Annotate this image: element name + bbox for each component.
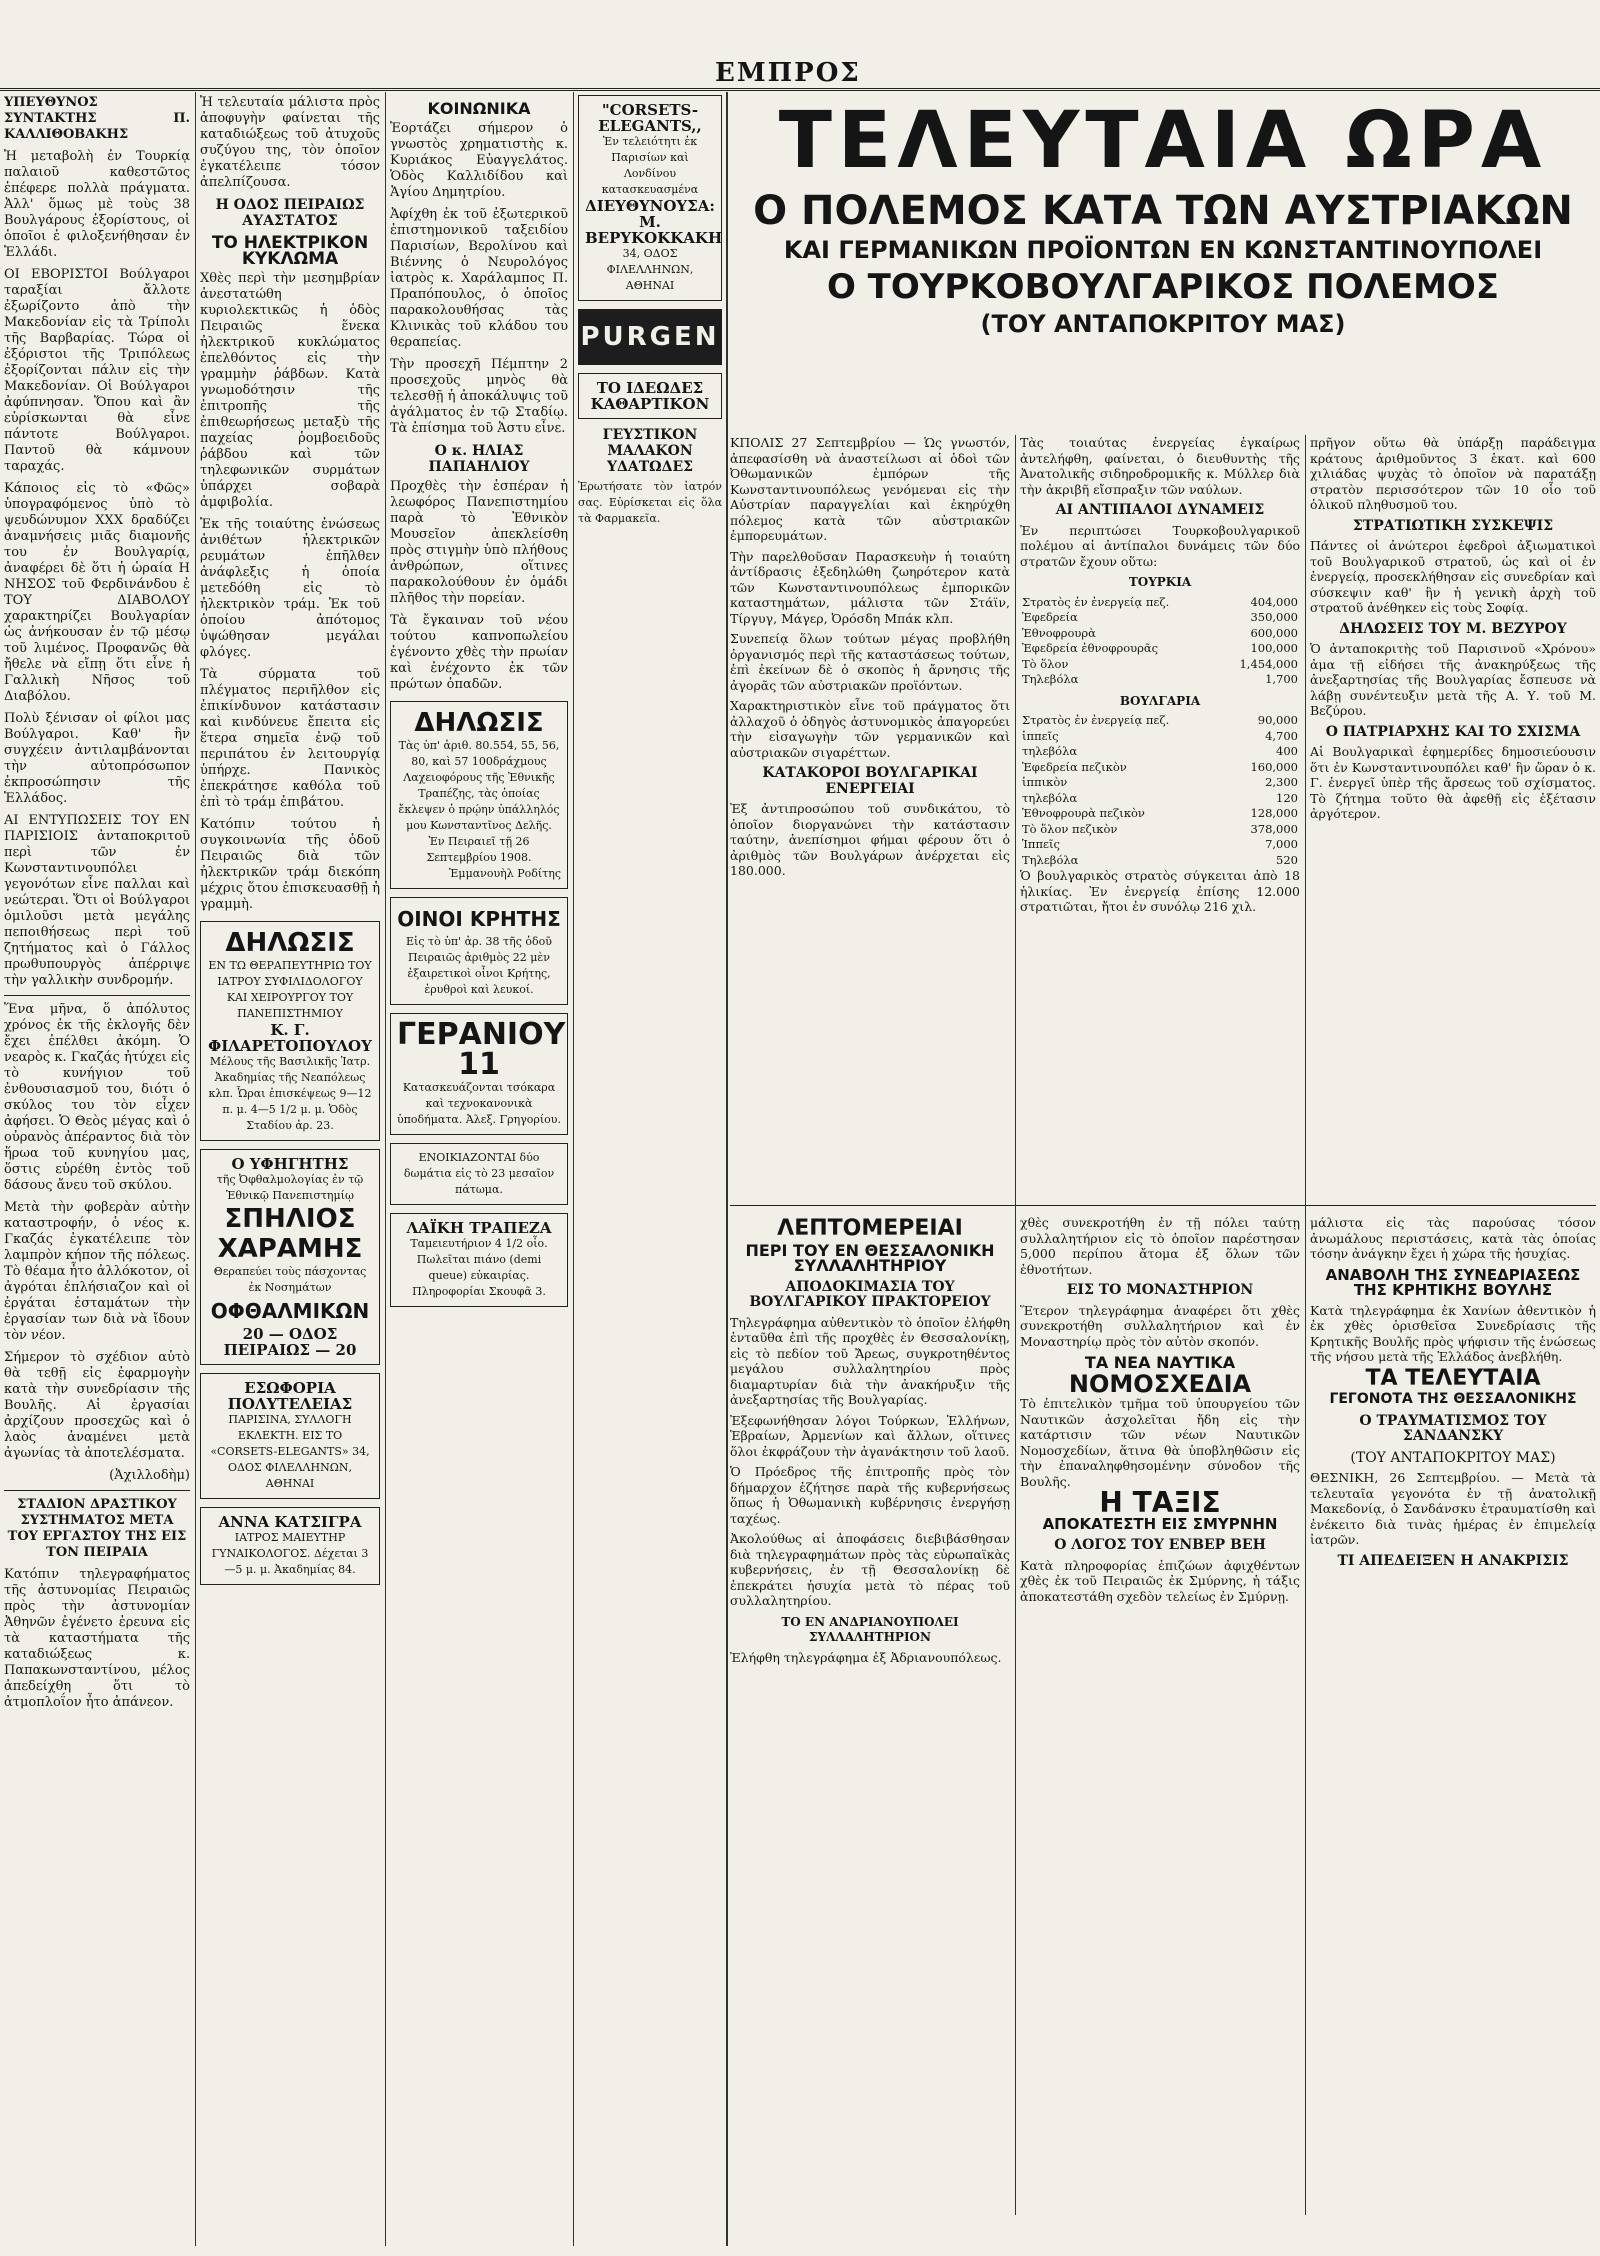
lower-column-a — [730, 1215, 1010, 2215]
column-2 — [200, 95, 380, 2244]
ad-title: ΔΗΛΩΣΙΣ — [225, 928, 355, 958]
column-rule — [385, 92, 386, 2246]
purgen-logo: PURGEN — [578, 309, 722, 365]
table-row — [1020, 713, 1300, 729]
paragraph: ΟΙ ΕΒΟΡΙΣΤΟΙ Βούλγαροι ταραξίαι ἄλλοτε ἐξωρίζοντο ἀπὸ τὴν Μακεδονίαν εἰς τὰ Τρίπολι τῆς Βαρβαρίας. Τώρα οἱ ἐξόριστοι τῆς Τριπόλεως ἐξορίζονται πάλιν εἰς τὴν Μακεδονίαν. Οἱ Βούλγαροι ἀφύπνησαν. Ὅπου καὶ ἂν εὑρίσκωνται θὰ εἶνε πάντοτε Βούλγαροι. Παντοῦ θὰ κάμνουν ταραχάς. — [4, 267, 190, 474]
paragraph: Ἀφίχθη ἐκ τοῦ ἐξωτερικοῦ ἐπιστημονικοῦ ταξειδίου Παρισίων, Βερολίνου καὶ Βιέννης ὁ Νευρολόγος ἰατρὸς κ. Χαράλαμπος Π. Πραπόπουλος, ὁ ὁποῖος παρακολουθήσας τὰς Κλινικὰς τοῦ κλάδου του θεραπείας. — [390, 207, 568, 350]
news-column-a — [730, 435, 1010, 1195]
paragraph: Ἡ τελευταία μάλιστα πρὸς ἀποφυγὴν φαίνεται τῆς καταδιώξεως τοῦ ἀτυχοῦς συζύγου της, τὸν ὁποῖον ἐγκατέλειπε τόσον ἀπελπίζουσα. — [200, 95, 380, 190]
paragraph: Τὴν προσεχῆ Πέμπτην 2 προσεχοῦς μηνὸς θὰ τελεσθῇ ἡ ἀποκάλυψις τοῦ ἀγάλματος ἐν τῷ Σταδίῳ. Τὰ ἐπίσημα τοῦ Ἀστυ εἶνε. — [390, 357, 568, 436]
section-heading: (ΤΟΥ ΑΝΤΑΠΟΚΡΙΤΟΥ ΜΑΣ) — [1350, 1449, 1556, 1466]
table-label: Τηλεβόλα — [1022, 852, 1079, 867]
paragraph: Σήμερον τὸ σχέδιον αὐτὸ θὰ τεθῇ εἰς ἐφαρμογὴν κατὰ τὴν συνεδρίασιν τῆς Βουλῆς. Αἱ ἐργασίαι ἀρχίζουν προσεχῶς καὶ ὁ λαὸς ἀναμένει μετὰ ἀγωνίας τὰ ἀποτελέσματα. — [4, 1350, 190, 1461]
ad-subtitle: ΕΝ ΤΩ ΘΕΡΑΠΕΥΤΗΡΙΩ ΤΟΥ ΙΑΤΡΟΥ ΣΥΦΙΛΙΔΟΛΟΓΟΥ ΚΑΙ ΧΕΙΡΟΥΡΓΟΥ ΤΟΥ ΠΑΝΕΠΙΣΤΗΜΙΟΥ — [208, 959, 372, 1020]
table-row — [1020, 775, 1300, 791]
section-heading: ΚΑΤΑΚΟΡΟΙ ΒΟΥΛΓΑΡΙΚΑΙ ΕΝΕΡΓΕΙΑΙ — [762, 765, 978, 797]
paragraph: Κατόπιν τηλεγραφήματος τῆς ἀστυνομίας Πειραιῶς πρὸς τὴν ἀστυνομίαν Ἀθηνῶν ἐγένετο ἐρευνα εἰς τὰ καταστήματα τῆς καταδιώξεως κ. Παπακωνσταντίνου, μέλος ἀπεδείχθη ὅτι τὸ ἀτμοπλοΐον ἦτο ἀπάνεον. — [4, 1567, 190, 1710]
ad-title: ΤΟ ΙΔΕΩΔΕΣ ΚΑΘΑΡΤΙΚΟΝ — [590, 379, 710, 413]
paragraph: Ἀκολούθως αἱ ἀποφάσεις διεβιβάσθησαν διὰ τηλεγραφημάτων πρὸς τὰς εὐρωπαϊκὰς κυβερνήσεις, ἐν τῇ Θεσσαλονίκῃ δὲ ἐπεκράτει ἡσυχία μετὰ τὸ πέρας τοῦ συλλαλητηρίου. — [730, 1531, 1010, 1608]
column-3 — [390, 95, 568, 2244]
section-heading: ΤΑ ΤΕΛΕΥΤΑΙΑ — [1365, 1365, 1541, 1391]
ad-title: ΛΑΪΚΗ ΤΡΑΠΕΖΑ — [406, 1219, 552, 1237]
section-heading: ΤΑ ΝΕΑ ΝΑΥΤΙΚΑ — [1084, 1353, 1236, 1372]
column-4 — [578, 95, 722, 2244]
paragraph: Αἱ Βουλγαρικαὶ ἐφημερίδες δημοσιεύουσιν ὅτι ἐν Κωνσταντινουπόλει καθ' ἣν ὥραν ὁ κ. Γ. ἐνεργεῖ ὑπὲρ τῆς ἄρσεως τοῦ σχίσματος. Τὸ ζήτημα τοῦτο θὰ ἀφεθῇ εἰς ἐξέτασιν ἀργότερον. — [1310, 744, 1596, 821]
table-row — [1020, 641, 1300, 657]
table-label: Ἐφεδρεία — [1022, 610, 1078, 624]
paragraph: Μετὰ τὴν φοβερὰν αὐτὴν καταστροφήν, ὁ νέος κ. Γκαζάς ἐγκατέλειπε τὸν λαμπρὸν κήπον τῆς πόλεως. Τὸ θέαμα ἦτο ἀλλόκοτον, οἱ ἀγρόται ἐπλήσιαζον καὶ οἱ ἐργάται ἐσταμάτων τὴν ἐργασίαν των διὰ νὰ ἴδουν τὸν νέον. — [4, 1200, 190, 1343]
table-title: ΤΟΥΡΚΙΑ — [1128, 575, 1192, 589]
table-label: τηλεβόλα — [1022, 790, 1078, 805]
ad-body: Τὰς ὑπ' ἀριθ. 80.554, 55, 56, 80, καὶ 57 100δράχμους Λαχειοφόρους τῆς Ἐθνικῆς Τραπέζης, τὰς ὁποίας ἔκλεψεν ὁ πρῴην ὑπάλληλός μου Κωνσταντῖνος Δελῆς. — [398, 739, 560, 832]
table-label: Στρατὸς ἐν ἐνεργείᾳ πεζ. — [1022, 594, 1170, 609]
forces-table-bulgaria — [1020, 713, 1300, 868]
paragraph: μάλιστα εἰς τὰς παρούσας τόσον ἀνωμάλους περιστάσεις, κατὰ τὰς ὁποίας τόσην ἀνάγκην ἔχει ἡ χώρα τῆς ἡσυχίας. — [1310, 1215, 1596, 1261]
signature: (Ἀχιλλοδὴμ) — [109, 1468, 190, 1483]
section-heading: Η ΟΔΟΣ ΠΕΙΡΑΙΩΣ ΑΥΑΣΤΑΤΟΣ — [215, 197, 365, 229]
paragraph: ΘΕΣΝΙΚΗ, 26 Σεπτεμβρίου. — Μετὰ τὰ τελευταῖα γεγονότα ἐν τῇ ἀνατολικῇ Μακεδονίᾳ, ὁ Σανδάνσκυ ἐτραυματίσθη καὶ ἐνέκειτο διὰ τινὰς ἡμέρας ἐν ἐπιμελείᾳ ἰατρῶν. — [1310, 1470, 1596, 1547]
paragraph: Χθὲς περὶ τὴν μεσημβρίαν ἀνεστατώθη κυριολεκτικῶς ἡ ὁδὸς Πειραιῶς ἕνεκα ἠλεκτρικοῦ κυκλώματος ἐπελθόντος εἰς τὴν γραμμὴν ῥάβδων. Κατὰ γνωμοδότησιν τῆς ἐπιτροπῆς τῆς ἐπιθεωρήσεως μεταξὺ τῆς παχείας ῥομβοειδοῦς ῥάβδου καὶ τῶν τηλεφωνικῶν συρμάτων ὑπάρχει σοβαρὰ ἀμφιβολία. — [200, 271, 380, 510]
table-row — [1020, 744, 1300, 760]
table-value: 4,700 — [1265, 728, 1298, 743]
ad-highlight: ΟΦΘΑΛΜΙΚΩΝ — [210, 1299, 370, 1323]
paragraph: Τὰ σύρματα τοῦ πλέγματος περιῆλθον εἰς ἐπικίνδυνον κατάστασιν καὶ κινδύνευε ἔπειτα εἰς ἕτερα σημεῖα ἐνῷ τοῦ περιπάτου ἐν λειτουργίᾳ ὑπήρχε. Πανικὸς ἐπεκράτησε καθόλα τοῦ ἐπὶ τὸ τράμ ἐπιβάτου. — [200, 667, 380, 810]
table-value: 160,000 — [1250, 759, 1298, 774]
ad-body: Εἰς τὸ ὑπ' ἀρ. 38 τῆς ὁδοῦ Πειραιῶς ἀριθμὸς 22 μὲν ἐξαιρετικοὶ οἶνοι Κρήτης, ἐρυθροὶ καὶ λευκοί. — [406, 935, 552, 996]
ad-body: ΕΝΟΙΚΙΑΖΟΝΤΑΙ δύο δωμάτια εἰς τὸ 23 μεσαῖον πάτωμα. — [403, 1151, 555, 1196]
table-row — [1020, 806, 1300, 822]
news-columns — [730, 435, 1596, 2245]
ad-name: ΣΠΗΛΙΟΣ ΧΑΡΑΜΗΣ — [217, 1204, 363, 1264]
ad-body: Μέλους τῆς Βασιλικῆς Ἰατρ. Ἀκαδημίας τῆς Νεαπόλεως κλπ. Ὧραι ἐπισκέψεως 9—12 π. μ. 4—5 1/2 μ. μ. Ὁδὸς Σταδίου ἀρ. 23. — [208, 1055, 372, 1132]
paragraph: Πολὺ ξένισαν οἱ φίλοι μας Βούλγαροι. Καθ' ἣν συγχέειν ἀντιλαμβάνονται τὴν αὐτοπρόσωπον ἐκπροσώπησιν τῆς Ἑλλάδος. — [4, 711, 190, 806]
advertisement — [390, 1143, 568, 1205]
paragraph: Τὰ ἔγκαιναν τοῦ νέου τούτου καπνοπωλείου ἐγένοντο χθὲς τὴν πρωίαν καὶ ἐνέχοντο ἐκ τῶν πρώτων ὀπαδῶν. — [390, 613, 568, 692]
advertisement — [578, 95, 722, 301]
news-column-b — [1020, 435, 1300, 1195]
section-heading: ΓΕΓΟΝΟΤΑ ΤΗΣ ΘΕΣΣΑΛΟΝΙΚΗΣ — [1329, 1391, 1577, 1407]
section-heading: Ο ΠΑΤΡΙΑΡΧΗΣ ΚΑΙ ΤΟ ΣΧΙΣΜΑ — [1325, 723, 1581, 740]
ad-director: ΔΙΕΥΘΥΝΟΥΣΑ: Μ. ΒΕΡΥΚΟΚΚΑΚΗ — [585, 197, 722, 247]
ad-title: ΓΕΡΑΝΙΟΥ — [397, 1017, 566, 1052]
section-heading: ΤΙ ΑΠΕΔΕΙΞΕΝ Η ΑΝΑΚΡΙΣΙΣ — [1337, 1552, 1569, 1569]
ad-body: Θεραπεύει τοὺς πάσχοντας ἐκ Νοσημάτων — [213, 1265, 367, 1294]
column-rule — [1015, 435, 1016, 2215]
table-value: 400 — [1276, 744, 1298, 758]
paragraph: Ἐν περιπτώσει Τουρκοβουλγαρικοῦ πολέμου αἱ ἀντίπαλοι δυνάμεις τῶν δύο στρατῶν ἔχουν οὕτω: — [1020, 522, 1300, 569]
table-value: 90,000 — [1257, 713, 1298, 727]
column-rule — [726, 92, 728, 2246]
lower-column-b — [1020, 1215, 1300, 2215]
section-heading: ΑΙ ΑΝΤΙΠΑΛΟΙ ΔΥΝΑΜΕΙΣ — [1055, 502, 1265, 518]
table-row — [1020, 672, 1300, 688]
section-heading: ΑΠΟΚΑΤΕΣΤΗ ΕΙΣ ΣΜΥΡΝΗΝ — [1042, 1514, 1278, 1533]
paragraph: Ὁ βουλγαρικὸς στρατὸς σύγκειται ἀπὸ 18 ἡλικίας. Ἐν ἐνεργείᾳ ἐπίσης 12.000 στρατιῶται, ἤτοι ἐν συνόλῳ 216 χιλ. — [1020, 868, 1300, 914]
paragraph: πρῆγον οὕτω θὰ ὑπάρξῃ παράδειγμα κράτους ἀριθμοῦντος 3 ἑκατ. καὶ 600 χιλιάδας ψυχὰς τὸ ὁποῖον νὰ παρατάξῃ στρατὸν περισσότερον τῶν 10 οἷο τοῦ ὁλικοῦ πληθυσμοῦ του. — [1310, 435, 1596, 512]
paragraph: Ἐλήφθη τηλεγράφημα ἐξ Ἀδριανουπόλεως. — [730, 1649, 1002, 1665]
table-label: Τὸ ὅλον — [1022, 656, 1069, 671]
table-label: Τηλεβόλα — [1022, 672, 1079, 686]
table-value: 350,000 — [1250, 610, 1298, 624]
paragraph: Τὸ ἐπιτελικὸν τμῆμα τοῦ ὑπουργείου τῶν Ναυτικῶν ἀσχολεῖται ἤδη εἰς τὴν κατάρτισιν τῶν νέων Ναυτικῶν Νομοσχεδίων, ἅτινα θὰ ὑποβληθῶσιν εἰς τὴν ἐπαναληφθησομένην σύνοδον τῆς Βουλῆς. — [1020, 1396, 1300, 1489]
ad-title: ΑΝΝΑ ΚΑΤΣΙΓΡΑ — [218, 1513, 362, 1531]
subheadline: (ΤΟΥ ΑΝΤΑΠΟΚΡΙΤΟΥ ΜΑΣ) — [980, 310, 1346, 338]
section-heading: ΛΕΠΤΟΜΕΡΕΙΑΙ — [777, 1216, 963, 1241]
section-heading: ΣΤΡΑΤΙΩΤΙΚΗ ΣΥΣΚΕΨΙΣ — [1352, 517, 1554, 534]
paragraph: Πάντες οἱ ἀνώτεροι ἐφεδροὶ ἀξιωματικοὶ τοῦ Βουλγαρικοῦ στρατοῦ, ὡς καὶ οἱ ἐν ἐνεργείᾳ, προσεκλήθησαν εἰς συνεδρίαν καὶ σύσκεψιν καθ' ἣν ἡ γενικὴ ἀρχὴ τοῦ στρατοῦ ἀνέθηκεν εἰς τοὺς Σοφίᾳ. — [1310, 538, 1596, 615]
table-label: Ἱππεῖς — [1022, 837, 1060, 851]
advertisement — [578, 373, 722, 419]
ad-tagline: ΓΕΥΣΤΙΚΟΝ ΜΑΛΑΚΟΝ ΥΔΑΤΩΔΕΣ — [602, 427, 698, 475]
ad-body: Ἐν τελειότητι ἐκ Παρισίων καὶ Λονδίνου κατασκευασμένα — [601, 135, 699, 196]
table-value: 404,000 — [1250, 594, 1298, 609]
table-label: Ἐφεδρεία πεζικὸν — [1022, 759, 1127, 774]
top-rule — [0, 88, 1600, 91]
headline: Ο ΤΟΥΡΚΟΒΟΥΛΓΑΡΙΚΟΣ ΠΟΛΕΜΟΣ — [826, 267, 1500, 307]
latest-news-section — [730, 95, 1596, 2245]
table-row — [1020, 760, 1300, 776]
paragraph: Κάποιος εἰς τὸ «Φῶς» ὑπογραφόμενος ὑπὸ τὸ ψευδώνυμον ΧΧΧ δραδύζει ἀναμνήσεις μιᾶς διαμονῆς του ἐν Βουλγαρίᾳ, ἀναφέρει δὲ ὅτι ἡ ὡραία Η ΝΗΣΟΣ τοῦ Φερδινάνδου ἐ ΤΟΥ ΔΙΑΒΟΛΟΥ χαρακτηρίζει Βουλγαρίαν ὡς ἀνήκουσαν ἐν τῷ μέσῳ τοῦ λιμένος. Προφανῶς θὰ ἤθελε νὰ εἴπῃ ὅτι εἶνε ἡ Γαλλικὴ Νῆσος τοῦ Διαβόλου. — [4, 481, 190, 704]
ad-note: Ἐρωτήσατε τὸν ἰατρόν σας. Εὑρίσκεται εἰς ὅλα τὰ Φαρμακεῖα. — [578, 480, 722, 525]
advertisement — [200, 921, 380, 1141]
paragraph: ΑΙ ΕΝΤΥΠΩΣΕΙΣ ΤΟΥ ΕΝ ΠΑΡΙΣΙΟΙΣ ἀνταποκριτοῦ περὶ τῶν ἐν Κωνσταντινουπόλει γεγονότων εἶνε παλλαι καὶ νεώτεραι. Ὅτι οἱ Βούλγαροι ὁμιλοῦσι μετὰ μεγάλης πεποιθήσεως περὶ τοῦ ζητήματος καὶ ὁ Γάλλος πρωθυπουργὸς ἀπέρριψε τὴν γαλλικὴν συνδρομήν. — [4, 813, 190, 988]
column-1 — [4, 95, 190, 2244]
ad-name: Κ. Γ. ΦΙΛΑΡΕΤΟΠΟΥΛΟΥ — [208, 1021, 372, 1055]
table-value: 600,000 — [1250, 625, 1298, 640]
table-row — [1020, 822, 1300, 838]
section-rule — [730, 1205, 1596, 1206]
table-row — [1020, 610, 1300, 626]
table-row — [1020, 595, 1300, 611]
paragraph: Συνεπείᾳ ὅλων τούτων μέγας προβλήθη ὀργανισμός περὶ τῆς καταστάσεως τούτων, ἐπὶ ἐκείνων δὲ ὁ σκοπὸς ἡ ἄρνησις τῆς ἀγορᾶς τῶν αὐστριακῶν προϊόντων. — [730, 631, 1010, 693]
section-heading: ΑΠΟΔΟΚΙΜΑΣΙΑ ΤΟΥ ΒΟΥΛΓΑΡΙΚΟΥ ΠΡΑΚΤΟΡΕΙΟΥ — [749, 1278, 991, 1310]
ad-body: ΙΑΤΡΟΣ ΜΑΙΕΥΤΗΡ ΓΥΝΑΙΚΟΛΟΓΟΣ. Δέχεται 3—5 μ. μ. Ἀκαδημίας 84. — [211, 1531, 369, 1576]
table-row — [1020, 853, 1300, 869]
headline: Ο ΠΟΛΕΜΟΣ ΚΑΤΑ ΤΩΝ ΑΥΣΤΡΙΑΚΩΝ — [753, 188, 1573, 234]
advertisement — [200, 1149, 380, 1365]
advertisement — [390, 1013, 568, 1135]
ad-address: 20 — ΟΔΟΣ ΠΕΙΡΑΙΩΣ — 20 — [223, 1325, 357, 1359]
paragraph: Κατόπιν τούτου ἡ συγκοινωνία τῆς ὁδοῦ Πειραιῶς διὰ τῶν ἠλεκτρικῶν τράμ διεκόπη μέχρις ὅτου ἐπισκευασθῇ ἡ γραμμὴ. — [200, 817, 380, 912]
paragraph: Ἕνα μῆνα, ὅ ἀπόλυτος χρόνος ἐκ τῆς ἐκλογῆς δὲν ἔχει ἐπέλθει ἀκόμη. Ὁ νεαρὸς κ. Γκαζάς ἠτύχει εἰς τὸ κυνήγιον τοῦ ἐνθουσιασμοῦ του, διότι ὁ σκύλος του τὸν εἶχεν ἀφήσει. Ὁ Θεὸς μέγας καὶ ὁ οὐρανὸς ἀπέραντος διὰ τὸν ἥρωα τοῦ κυνηγίου μας, ὅστις εὑρέθη ἐντὸς τοῦ δάσους ἄνευ τοῦ σκύλου. — [4, 1002, 190, 1193]
ad-signature: Ἐμμανουὴλ Ροδίτης — [449, 867, 561, 880]
main-headline: ΤΕΛΕΥΤΑΙΑ ΩΡΑ — [778, 96, 1548, 186]
column-rule — [195, 92, 196, 2246]
paragraph: Κατὰ τηλεγράφημα ἐκ Χανίων ἀθεντικὸν ἡ ἐκ χθὲς ὁρισθεῖσα Συνεδρίασις τῆς Κρητικῆς Βουλῆς πρὸς ψήφισιν τῆς ἑνώσεως τῆς νήσου μετὰ τῆς Ἑλλάδος ἀνεβλήθη. — [1310, 1302, 1596, 1364]
table-row — [1020, 729, 1300, 745]
advertisement — [200, 1507, 380, 1585]
subheadline: ΚΑΙ ΓΕΡΜΑΝΙΚΩΝ ΠΡΟΪΟΝΤΩΝ ΕΝ ΚΩΝΣΤΑΝΤΙΝΟΥΠΟΛΕΙ — [783, 236, 1543, 264]
ad-date: Ἐν Πειραιεῖ τῇ 26 Σεπτεμβρίου 1908. — [426, 835, 532, 864]
section-heading: Ο κ. ΗΛΙΑΣ ΠΑΠΑΗΛΙΟΥ — [428, 443, 530, 475]
ad-note: Πωλεῖται πιάνο (demi queue) εὐκαιρίας. Πληροφορίαι Σκουφᾶ 3. — [412, 1253, 546, 1298]
section-heading: Ο ΛΟΓΟΣ ΤΟΥ ΕΝΒΕΡ ΒΕΗ — [1054, 1537, 1266, 1553]
ad-body: Ταμειευτήριον 4 1/2 οἷο. — [410, 1237, 548, 1250]
ad-number: 11 — [458, 1047, 500, 1082]
table-value: 120 — [1276, 790, 1298, 805]
section-heading: ΤΟ ΕΝ ΑΝΔΡΙΑΝΟΥΠΟΛΕΙ ΣΥΛΛΑΛΗΤΗΡΙΟΝ — [781, 1614, 959, 1644]
paragraph: Ἐξεφωνήθησαν λόγοι Τούρκων, Ἑλλήνων, Ἑβραίων, Ἀρμενίων καὶ ἄλλων, οἵτινες ὅλοι ἐκφράζουν τὴν ἀγανάκτησιν τοῦ λαοῦ. — [730, 1412, 1010, 1459]
section-heading: ΚΟΙΝΩΝΙΚΑ — [427, 99, 531, 118]
paragraph: Ἕτερον τηλεγράφημα ἀναφέρει ὅτι χθὲς συνεκροτήθη συλλαλητήριον καὶ ἐν Μοναστηρίῳ πρὸς τὸν αὐτὸν σκοπόν. — [1020, 1302, 1300, 1349]
divider — [4, 1490, 190, 1491]
paragraph: Ἐξ ἀντιπροσώπου τοῦ συνδικάτου, τὸ ὁποῖον διοργανώνει τὴν κατάστασιν ταύτην, ἀνεπίσημοι φήμαι φέρουν ὅτι ὁ ἀριθμὸς τῶν Βουλγάρων ἀνέρχεται εἰς 180.000. — [730, 801, 1010, 878]
editor-byline: ΥΠΕΥΘΥΝΟΣ ΣΥΝΤΑΚΤΗΣ Π. ΚΑΛΛΙΘΟΒΑΚΗΣ — [4, 95, 190, 142]
paragraph: Τὴν παρελθοῦσαν Παρασκευὴν ἡ τοιαύτη ἀντίδρασις ἐξεδηλώθη ζωηρότερον κατὰ τῶν Κωνσταντινουπόλεως ἐμπορικῶν καταστημάτων, μάλιστα τῶν Στάϊν, Τίργυγ, Μάγερ, Ὀρόσδη Μπάκ κλπ. — [730, 548, 1010, 626]
paragraph: Κατὰ πληροφορίας ἐπιζώων ἀφιχθέντων χθὲς ἐκ τοῦ Πειραιῶς ἐκ Σμύρνης, ἡ τάξις ἀποκατεστάθη σχεδὸν τελείως ἐν Σμύρνῃ. — [1020, 1557, 1300, 1604]
paragraph: Τηλεγράφημα αὐθεντικὸν τὸ ὁποῖον ἐλήφθη ἐνταῦθα ἐπὶ τῆς προχθὲς ἐν Θεσσαλονίκῃ, εἰς τὸ πεδίον τοῦ Ἄρεως, συγκροτηθέντος μεγάλου συλλαλητηρίου πρὸς διαμαρτυρίαν διὰ τὴν ἀνακήρυξιν τῆς ἀνεξαρτησίας τῆς Βουλγαρίας. — [730, 1314, 1010, 1407]
section-heading: Η ΤΑΞΙΣ — [1099, 1486, 1221, 1519]
paragraph: Ἑορτάζει σήμερον ὁ γνωστὸς χρηματιστὴς κ. Κυριάκος Εὐαγγελάτος. Ὁδὸς Καλλιδίδου καὶ Ἁγίου Δημητρίου. — [390, 121, 568, 200]
paragraph: Ὁ Πρόεδρος τῆς ἐπιτροπῆς πρὸς τὸν δήμαρχον ἐζήτησε παρὰ τῆς κυβερνήσεως ὅπως ἡ Ὀθωμανικὴ κυβέρνησις ἐνεργήσῃ ταχέως. — [730, 1464, 1010, 1526]
paragraph: Τὰς τοιαύτας ἐνεργείας ἐγκαίρως ἀντελήφθη, φαίνεται, ὁ διευθυντὴς τῆς Ἀνατολικῆς σιδηροδρομικῆς κ. Μύλλερ διὰ τὴν ἀκριβῆ εἴσπραξιν τῶν ναύλων. — [1020, 435, 1300, 497]
ad-title: "CORSETS-ELEGANTS,, — [598, 101, 702, 135]
paragraph: Προχθὲς τὴν ἑσπέραν ἡ λεωφόρος Πανεπιστημίου παρὰ τὸ Ἐθνικὸν Μουσεῖον ἀπεκλείσθη πρὸς στιγμὴν ὑπὸ πλήθους ἀνθρώπων, οἵτινες παρακολούθουν ἐν ὁμάδι πλῆθος τὴν πορείαν. — [390, 479, 568, 606]
ad-subtitle: τῆς Ὀφθαλμολογίας ἐν τῷ Ἐθνικῷ Πανεπιστημίῳ — [216, 1173, 364, 1202]
advertisement — [390, 897, 568, 1005]
table-title: ΒΟΥΛΓΑΡΙΑ — [1119, 693, 1201, 708]
ad-body: Κατασκευάζονται τσόκαρα καὶ τεχνοκανονικὰ ὑποδήματα. Ἀλεξ. Γρηγορίου. — [397, 1081, 561, 1126]
section-heading: ΕΙΣ ΤΟ ΜΟΝΑΣΤΗΡΙΟΝ — [1066, 1282, 1254, 1298]
section-heading: ΔΗΛΩΣΕΙΣ ΤΟΥ Μ. ΒΕΖΥΡΟΥ — [1339, 620, 1567, 637]
lower-column-c — [1310, 1215, 1596, 2215]
table-value: 128,000 — [1250, 806, 1298, 820]
section-heading: ΣΤΑΔΙΟΝ ΔΡΑΣΤΙΚΟΥ ΣΥΣΤΗΜΑΤΟΣ ΜΕΤΑ ΤΟΥ ΕΡΓΑΣΤΟΥ ΤΗΣ ΕΙΣ ΤΟΝ ΠΕΙΡΑΙΑ — [7, 1497, 187, 1560]
table-row — [1020, 837, 1300, 853]
paragraph: ΚΠΟΛΙΣ 27 Σεπτεμβρίου — Ὡς γνωστόν, ἀπεφασίσθη νὰ ἀναστείλωσι αἱ ὁδοὶ τῶν Ὀθωμανικῶν ἐμπόρων τῆς Κωνσταντινουπόλεως γενόμεναι εἰς τὴν Αὐστρίαν παραγγελίαι καὶ ἐκηρύχθη πόλεμος κατὰ τῶν αὐστριακῶν ἐμπορευμάτων. — [730, 435, 1010, 543]
forces-table-turkey — [1020, 595, 1300, 688]
section-heading: ΠΕΡΙ ΤΟΥ ΕΝ ΘΕΣΣΑΛΟΝΙΚΗ ΣΥΛΛΑΛΗΤΗΡΙΟΥ — [745, 1240, 995, 1275]
advertisement — [390, 1213, 568, 1307]
news-column-c — [1310, 435, 1596, 1195]
table-value: 7,000 — [1265, 837, 1298, 851]
paragraph: χθὲς συνεκροτήθη ἐν τῇ πόλει ταύτῃ συλλαλητήριον εἰς τὸ ὁποῖον παρέστησαν 5,000 περίπου ἄτομα ἐξ ὅλων τῶν ἐθνοτήτων. — [1020, 1215, 1300, 1277]
table-label: ἱππεῖς — [1022, 728, 1059, 743]
masthead: ΕΜΠΡΟΣ — [715, 58, 861, 88]
table-label: Ἐθνοφρουρὰ πεζικὸν — [1022, 806, 1145, 820]
ad-title: ΔΗΛΩΣΙΣ — [414, 708, 544, 738]
section-heading: ΑΝΑΒΟΛΗ ΤΗΣ ΣΥΝΕΔΡΙΑΣΕΩΣ ΤΗΣ ΚΡΗΤΙΚΗΣ ΒΟΥΛΗΣ — [1325, 1265, 1581, 1299]
paragraph: Ἡ μεταβολὴ ἐν Τουρκίᾳ παλαιοῦ καθεστῶτος ἐπέφερε πολλὰ πράγματα. Ἀλλ' ὅμως μὲ τοὺς 38 Βουλγάρους ἐξορίστους, οἱ ὁποῖοι ἐ φιλοξενήθησαν ἐν Ἑλλάδι. — [4, 149, 190, 260]
divider — [4, 995, 190, 996]
table-label: Στρατὸς ἐν ἐνεργείᾳ πεζ. — [1022, 713, 1170, 727]
table-value: 520 — [1276, 852, 1298, 867]
table-label: ἱππικὸν — [1022, 775, 1068, 789]
table-value: 100,000 — [1250, 641, 1298, 655]
paragraph: Ὁ ἀνταποκριτὴς τοῦ Παρισινοῦ «Χρόνου» ἀμα τῇ εἰδήσει τῆς ἀνακηρύξεως τῆς ἀνεξαρτησίας τῆς Βουλγαρίας ἔσπευσε νὰ λάβῃ συνέντευξιν μετὰ τῆς Α. Υ. τοῦ Μ. Βεζύρου. — [1310, 641, 1596, 718]
table-value: 2,300 — [1265, 775, 1298, 789]
table-value: 1,700 — [1265, 672, 1298, 686]
column-rule — [573, 92, 574, 2246]
table-label: Τὸ ὅλον πεζικὸν — [1022, 821, 1118, 836]
ad-title: ΟΙΝΟΙ ΚΡΗΤΗΣ — [397, 907, 561, 931]
ad-title: Ο ΥΦΗΓΗΤΗΣ — [231, 1155, 349, 1173]
table-label: τηλεβόλα — [1022, 744, 1078, 758]
table-row — [1020, 657, 1300, 673]
section-heading: ΝΟΜΟΣΧΕΔΙΑ — [1068, 1369, 1252, 1398]
paragraph: Χαρακτηριστικὸν εἶνε τοῦ πράγματος ὅτι ἀλλαχοῦ ὁ ὁδηγὸς ἀστυνομικὸς ἀπαγορεύει τὴν εἰσαγωγὴν τῶν γερμανικῶν καὶ αὐστριακῶν σιγαρέττων. — [730, 698, 1010, 760]
table-label: Ἐφεδρεία ἐθνοφρουρᾶς — [1022, 641, 1159, 655]
section-heading: Ο ΤΡΑΥΜΑΤΙΣΜΟΣ ΤΟΥ ΣΑΝΔΑΝΣΚΥ — [1359, 1412, 1547, 1444]
table-row — [1020, 791, 1300, 807]
table-value: 1,454,000 — [1239, 656, 1298, 671]
ad-body: ΠΑΡΙΣΙΝΑ, ΣΥΛΛΟΓΗ ΕΚΛΕΚΤΗ. ΕΙΣ ΤΟ «CORSETS-ELEGANTS» 34, ΟΔΟΣ ΦΙΛΕΛΛΗΝΩΝ, ΑΘΗΝΑΙ — [210, 1413, 370, 1490]
paragraph: Ἐκ τῆς τοιαύτης ἐνώσεως ἀνιθέτων ἠλεκτρικῶν ρευμάτων ἐπῆλθεν ἀνάφλεξις ἡ ὁποία μετεδόθη εἰς τὸ ἠλεκτρικὸν τράμ. Ἐκ τοῦ ὁποίου ἀπότομος ὑψώθησαν μεγάλαι φλόγες. — [200, 517, 380, 660]
section-heading: ΤΟ ΗΛΕΚΤΡΙΚΟΝ ΚΥΚΛΩΜΑ — [211, 233, 369, 269]
table-row — [1020, 626, 1300, 642]
column-rule — [1305, 435, 1306, 2215]
table-label: Ἐθνοφρουρὰ — [1022, 625, 1096, 640]
ad-address: 34, ΟΔΟΣ ΦΙΛΕΛΛΗΝΩΝ, ΑΘΗΝΑΙ — [606, 247, 694, 292]
advertisement — [390, 701, 568, 889]
advertisement — [200, 1373, 380, 1499]
ad-title: ΕΣΩΦΟΡΙΑ ΠΟΛΥΤΕΛΕΙΑΣ — [227, 1379, 353, 1413]
table-value: 378,000 — [1250, 821, 1298, 836]
